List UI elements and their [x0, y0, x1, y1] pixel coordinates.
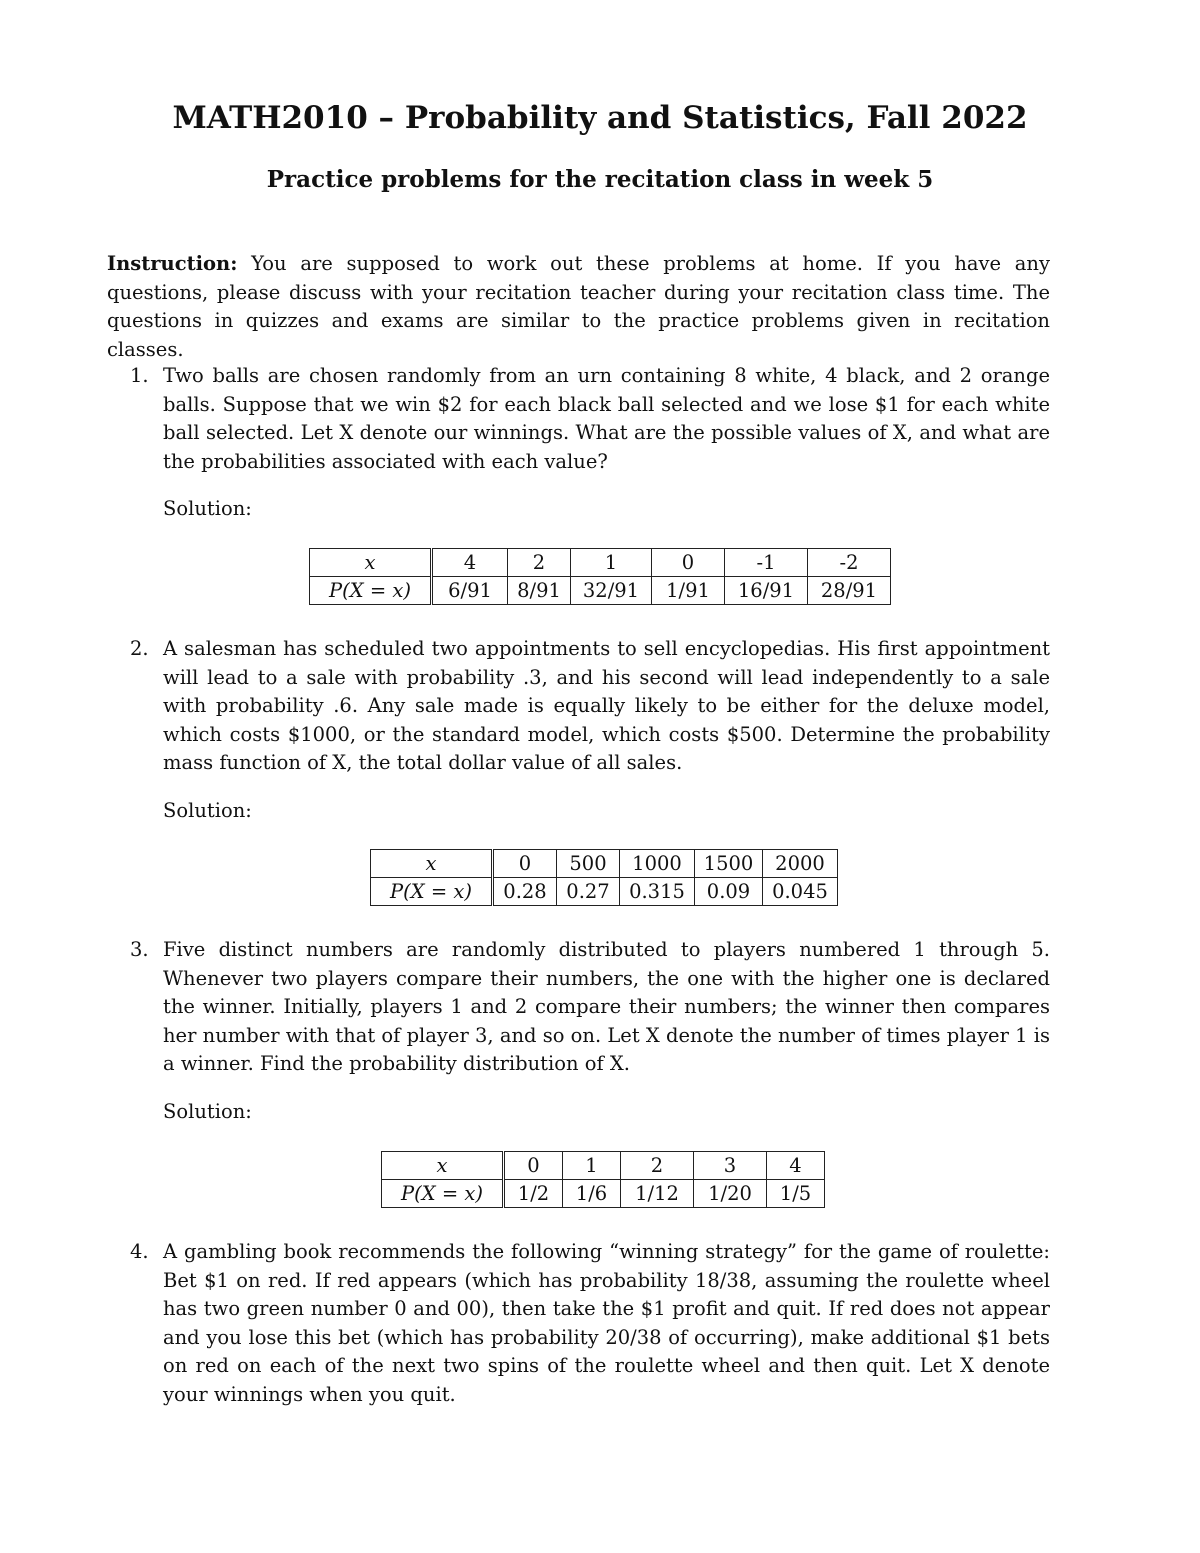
solution-label: Solution: [163, 497, 252, 520]
table-cell: 1/2 [504, 1180, 563, 1208]
problem-number: 2. [130, 637, 149, 660]
table-row [382, 1152, 825, 1180]
table-header-prob: P(X = x) [371, 878, 493, 906]
table-cell: 4 [432, 549, 508, 577]
table-cell: 4 [767, 1152, 825, 1180]
table-cell: 16/91 [725, 577, 808, 605]
solution-label: Solution: [163, 799, 252, 822]
table-cell: 3 [694, 1152, 767, 1180]
document-title: MATH2010 – Probability and Statistics, Fall 2022 [172, 100, 1028, 136]
problem-3 [130, 936, 1050, 1079]
table-cell: 2 [508, 549, 571, 577]
table-cell: 8/91 [508, 577, 571, 605]
problem-number: 3. [130, 938, 149, 961]
table-row [310, 577, 891, 605]
table-cell: 1000 [620, 850, 695, 878]
problem-text: A salesman has scheduled two appointments to sell encyclopedias. His first appointment will lead to a sale with probability .3, and his second will lead independently to a sale with probability .6. Any sale made is equally likely to be either for the deluxe model, which costs $1000, or the standard model, which costs $500. Determine the probability mass function of X, the total dollar value of all sales. [163, 637, 1050, 775]
table-cell: 500 [557, 850, 620, 878]
pmf-table-1 [309, 548, 891, 605]
table-cell: 1 [563, 1152, 621, 1180]
table-header-x: x [371, 850, 493, 878]
table-row [310, 549, 891, 577]
table-cell: 0.315 [620, 878, 695, 906]
problem-4 [130, 1238, 1050, 1410]
problem-number: 1. [130, 364, 149, 387]
problem-text: Two balls are chosen randomly from an urn containing 8 white, 4 black, and 2 orange balls. Suppose that we win $2 for each black ball selected and we lose $1 for each white ball selected. Let X denote our winnings. What are the possible values of X, and what are the probabilities associated with each value? [163, 364, 1050, 473]
table-cell: 0.28 [493, 878, 557, 906]
table-cell: 2000 [763, 850, 838, 878]
problem-text: Five distinct numbers are randomly distributed to players numbered 1 through 5. Whenever two players compare their numbers, the one with the higher one is declared the winner. Initially, players 1 and 2 compare their numbers; the winner then compares her number with that of player 3, and so on. Let X denote the number of times player 1 is a winner. Find the probability distribution of X. [163, 938, 1050, 1076]
table-cell: 2 [621, 1152, 694, 1180]
problem-1 [130, 362, 1050, 476]
problem-2 [130, 635, 1050, 778]
table-cell: 1500 [695, 850, 763, 878]
pmf-table-2 [370, 849, 838, 906]
problem-text: A gambling book recommends the following “winning strategy” for the game of roulette: Bet $1 on red. If red appears (which has probability 18/38, assuming the roulette wheel has two green number 0 and 00), then take the $1 profit and quit. If red does not appear and you lose this bet (which has probability 20/38 of occurring), make additional $1 bets on red on each of the next two spins of the roulette wheel and then quit. Let X denote your winnings when you quit. [163, 1240, 1050, 1406]
table-cell: 1/12 [621, 1180, 694, 1208]
pmf-table-3 [381, 1151, 825, 1208]
table-header-x: x [382, 1152, 504, 1180]
instruction-label: Instruction: [107, 252, 238, 275]
table-cell: 0.09 [695, 878, 763, 906]
solution-label: Solution: [163, 1100, 252, 1123]
table-header-prob: P(X = x) [310, 577, 432, 605]
table-cell: 0 [504, 1152, 563, 1180]
table-cell: 32/91 [571, 577, 652, 605]
table-header-prob: P(X = x) [382, 1180, 504, 1208]
table-cell: 1/5 [767, 1180, 825, 1208]
table-cell: 6/91 [432, 577, 508, 605]
table-cell: -2 [808, 549, 891, 577]
table-cell: 1/6 [563, 1180, 621, 1208]
table-cell: 1/20 [694, 1180, 767, 1208]
table-cell: 0.27 [557, 878, 620, 906]
table-row [371, 878, 838, 906]
table-header-x: x [310, 549, 432, 577]
table-cell: 1/91 [652, 577, 725, 605]
table-row [382, 1180, 825, 1208]
table-cell: 28/91 [808, 577, 891, 605]
table-cell: 0 [652, 549, 725, 577]
instruction-text: You are supposed to work out these problems at home. If you have any questions, please discuss with your recitation teacher during your recitation class time. The questions in quizzes and exams are similar to the practice problems given in recitation classes. [107, 252, 1050, 361]
table-cell: 1 [571, 549, 652, 577]
problem-number: 4. [130, 1240, 149, 1263]
table-row [371, 850, 838, 878]
table-cell: -1 [725, 549, 808, 577]
document-subtitle: Practice problems for the recitation class in week 5 [266, 166, 934, 193]
table-cell: 0 [493, 850, 557, 878]
instruction-paragraph [107, 250, 1050, 364]
table-cell: 0.045 [763, 878, 838, 906]
